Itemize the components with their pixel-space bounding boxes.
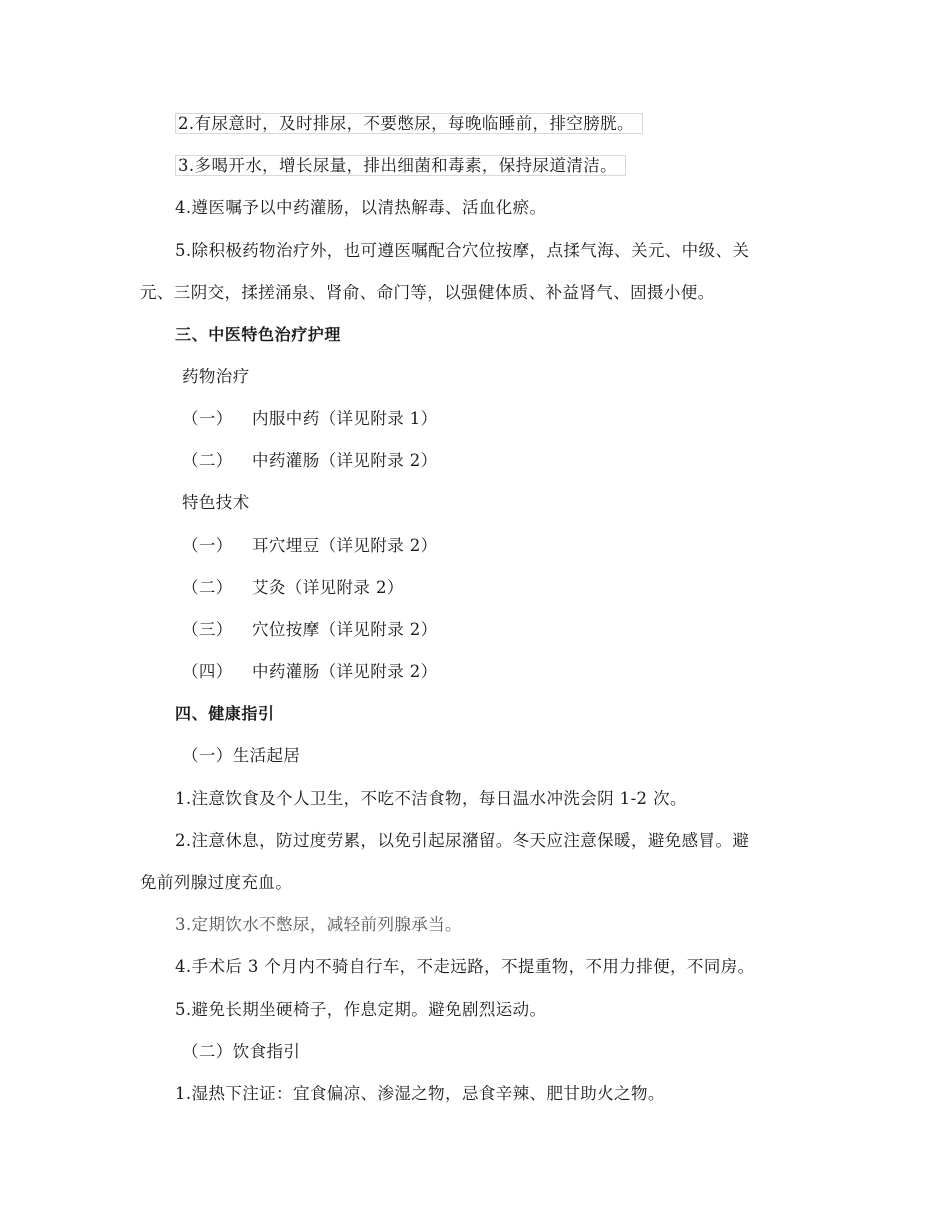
paragraph-line: 3.定期饮水不憋尿，减轻前列腺承当。 — [175, 915, 462, 934]
list-item-text: 艾灸（详见附录 2） — [252, 578, 404, 597]
list-item-text: 中药灌肠（详见附录 2） — [252, 451, 438, 470]
paragraph-line: 1.湿热下注证：宜食偏凉、渗湿之物，忌食辛辣、肥甘助火之物。 — [175, 1084, 665, 1103]
subsection-heading: （一）生活起居 — [182, 746, 301, 765]
subsection-heading: 药物治疗 — [182, 367, 250, 386]
list-item-text: 耳穴埋豆（详见附录 2） — [252, 536, 438, 555]
paragraph-line: 2.注意休息，防过度劳累，以免引起尿潴留。冬天应注意保暖，避免感冒。避 — [175, 831, 750, 850]
list-marker: （二） — [182, 578, 233, 597]
highlighted-text: 2.有尿意时，及时排尿，不要憋尿，每晚临睡前，排空膀胱。 — [175, 113, 643, 134]
list-marker: （三） — [182, 620, 233, 639]
paragraph-line: 1.注意饮食及个人卫生，不吃不洁食物，每日温水冲洗会阴 1-2 次。 — [175, 789, 687, 808]
list-item — [182, 661, 438, 683]
paragraph-line: 5.避免长期坐硬椅子，作息定期。避免剧烈运动。 — [175, 1000, 547, 1019]
paragraph-line — [175, 155, 626, 177]
section-heading: 四、健康指引 — [175, 704, 275, 723]
highlighted-text: 3.多喝开水，增长尿量，排出细菌和毒素，保持尿道清洁。 — [175, 155, 626, 176]
paragraph-line: 元、三阴交，揉搓涌泉、肾俞、命门等，以强健体质、补益肾气、固摄小便。 — [140, 283, 715, 302]
list-marker: （一） — [182, 409, 233, 428]
list-marker: （一） — [182, 536, 233, 555]
paragraph-line: 免前列腺过度充血。 — [140, 873, 293, 892]
subsection-heading: （二）饮食指引 — [182, 1042, 301, 1061]
list-item — [182, 408, 438, 430]
paragraph-line: 5.除积极药物治疗外，也可遵医嘱配合穴位按摩，点揉气海、关元、中级、关 — [175, 241, 750, 260]
paragraph-line: 4.遵医嘱予以中药灌肠，以清热解毒、活血化瘀。 — [175, 198, 547, 217]
list-item-text: 中药灌肠（详见附录 2） — [252, 662, 438, 681]
list-item — [182, 535, 438, 557]
paragraph-line: 4.手术后 3 个月内不骑自行车，不走远路，不提重物，不用力排便，不同房。 — [175, 957, 755, 976]
list-item — [182, 450, 438, 472]
section-heading: 三、中医特色治疗护理 — [175, 325, 342, 344]
subsection-heading: 特色技术 — [182, 493, 250, 512]
list-item — [182, 619, 438, 641]
list-marker: （四） — [182, 662, 233, 681]
list-marker: （二） — [182, 451, 233, 470]
paragraph-line — [175, 113, 643, 135]
list-item — [182, 577, 404, 599]
list-item-text: 穴位按摩（详见附录 2） — [252, 620, 438, 639]
list-item-text: 内服中药（详见附录 1） — [252, 409, 438, 428]
